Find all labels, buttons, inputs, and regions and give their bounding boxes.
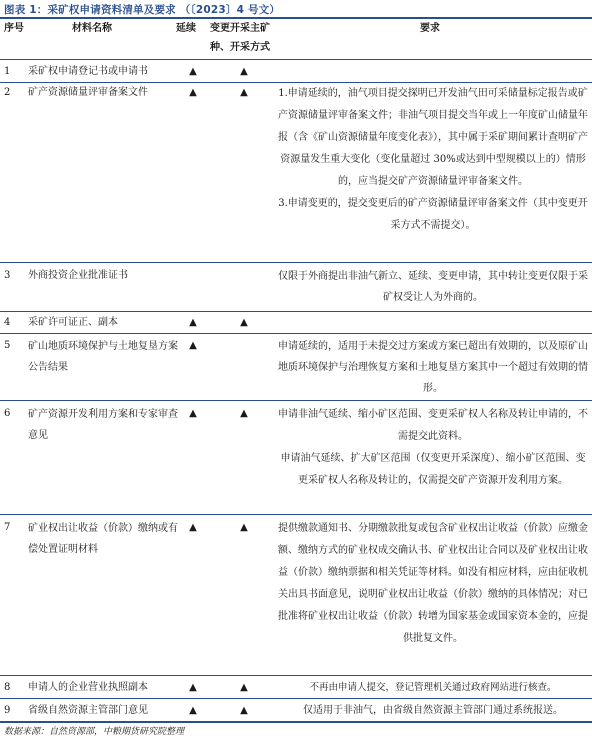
requirement-paragraph: 提供缴款通知书、分期缴款批复或包含矿业权出让收益（价款）应缴金额、缴纳方式的矿业权成交确认书、矿业权出让合同以及矿业权出让收益（价款）缴纳票据和相关凭证等材料。如没有相应材料，应由征收机关出具书面意见，说明矿业权出让收益（价款）缴纳的具体情况；对已批准将矿业权出让收益（价款）转增为国家基金或国家资本金的，应提供批复文件。 bbox=[278, 523, 588, 644]
requirement-paragraph: 仅适用于非油气，由省级自然资源主管部门通过系统报送。 bbox=[303, 705, 563, 716]
table-title: 图表 1：采矿权申请资料清单及要求 （〔2023〕4 号文） bbox=[4, 4, 281, 16]
requirement-text bbox=[278, 266, 588, 308]
change-mark: ▲ bbox=[240, 87, 248, 98]
row-number: 7 bbox=[4, 522, 11, 533]
requirement-text bbox=[278, 83, 588, 237]
table-row bbox=[0, 334, 592, 401]
row-material-name: 采矿许可证正、副本 bbox=[28, 317, 118, 328]
change-mark: ▲ bbox=[240, 317, 248, 328]
table-row bbox=[0, 312, 592, 334]
table-row bbox=[0, 401, 592, 515]
row-material-name: 采矿权申请登记书或申请书 bbox=[28, 66, 148, 77]
requirement-paragraph: 3.申请变更的，提交变更后的矿产资源储量评审备案文件（其中变更开采方式不需提交）。 bbox=[278, 198, 588, 231]
requirement-text bbox=[278, 336, 588, 399]
row-number: 9 bbox=[4, 705, 11, 716]
extend-mark: ▲ bbox=[189, 340, 197, 351]
change-mark: ▲ bbox=[240, 705, 248, 716]
table-row bbox=[0, 515, 592, 676]
row-material-name: 矿山地质环境保护与土地复垦方案公告结果 bbox=[28, 341, 178, 373]
extend-mark: ▲ bbox=[189, 682, 197, 693]
requirement-paragraph: 申请延续的，适用于未提交过方案或方案已超出有效期的，以及原矿山地质环境保护与治理恢复方案和土地复垦方案其中一个超过有效期的情形。 bbox=[278, 341, 588, 394]
table-row bbox=[0, 83, 592, 263]
row-material-name: 矿产资源储量评审备案文件 bbox=[28, 87, 148, 98]
extend-mark: ▲ bbox=[189, 317, 197, 328]
header-change-line2: 种、开采方式 bbox=[210, 42, 270, 53]
row-number: 4 bbox=[4, 317, 11, 328]
extend-mark: ▲ bbox=[189, 408, 197, 419]
row-number: 6 bbox=[4, 408, 11, 419]
table-row bbox=[0, 699, 592, 723]
change-mark: ▲ bbox=[240, 408, 248, 419]
requirement-paragraph: 申请非油气延续、缩小矿区范围、变更采矿权人名称及转让申请的，不需提交此资料。 bbox=[278, 409, 588, 442]
row-number: 3 bbox=[4, 270, 11, 281]
change-mark: ▲ bbox=[240, 682, 248, 693]
extend-mark: ▲ bbox=[189, 87, 197, 98]
requirement-text bbox=[278, 701, 588, 720]
change-mark: ▲ bbox=[240, 66, 248, 77]
header-change-line1: 变更开采主矿 bbox=[210, 23, 270, 34]
data-source-note: 数据来源：自然资源部，中粮期货研究院整理 bbox=[4, 727, 185, 737]
header-requirement: 要求 bbox=[420, 23, 440, 34]
header-no: 序号 bbox=[4, 23, 24, 34]
row-material-name: 申请人的企业营业执照副本 bbox=[28, 682, 148, 693]
row-material-name: 外商投资企业批准证书 bbox=[28, 270, 128, 281]
table-header bbox=[0, 19, 592, 60]
extend-mark: ▲ bbox=[189, 66, 197, 77]
row-number: 5 bbox=[4, 340, 11, 351]
extend-mark: ▲ bbox=[189, 705, 197, 716]
row-material-name: 矿产资源开发利用方案和专家审查意见 bbox=[28, 409, 178, 441]
requirement-text bbox=[278, 518, 588, 650]
row-number: 8 bbox=[4, 682, 11, 693]
row-material-name: 省级自然资源主管部门意见 bbox=[28, 705, 148, 716]
header-name: 材料名称 bbox=[72, 23, 112, 34]
change-mark: ▲ bbox=[240, 522, 248, 533]
table-row bbox=[0, 263, 592, 312]
row-material-name: 矿业权出让收益（价款）缴纳或有偿处置证明材料 bbox=[28, 523, 178, 555]
header-extend: 延续 bbox=[176, 23, 196, 34]
requirement-text bbox=[278, 678, 588, 697]
requirement-paragraph: 不再由申请人提交，登记管理机关通过政府网站进行核查。 bbox=[309, 682, 557, 693]
table-row bbox=[0, 676, 592, 699]
row-number: 2 bbox=[4, 87, 11, 98]
row-number: 1 bbox=[4, 66, 11, 77]
table-row bbox=[0, 60, 592, 83]
requirement-paragraph: 仅限于外商提出非油气新立、延续、变更申请，其中转让变更仅限于采矿权受让人为外商的。 bbox=[278, 271, 588, 303]
requirement-paragraph: 申请油气延续、扩大矿区范围（仅变更开采深度）、缩小矿区范围、变更采矿权人名称及转让的，仅需提交矿产资源开发利用方案。 bbox=[280, 453, 586, 486]
requirement-paragraph: 1.申请延续的，油气项目提交探明已开发油气田可采储量标定报告或矿产资源储量评审备案文件；非油气项目提交当年或上一年度矿山储量年报（含《矿山资源储量年度变化表》），其中属于采矿期间累计查明矿产资源量发生重大变化（变化量超过 30%或达到中型规模以上的）情形的，应当提交矿产资源储量评审备案文件。 bbox=[278, 88, 588, 187]
extend-mark: ▲ bbox=[189, 522, 197, 533]
requirement-text bbox=[278, 404, 588, 492]
